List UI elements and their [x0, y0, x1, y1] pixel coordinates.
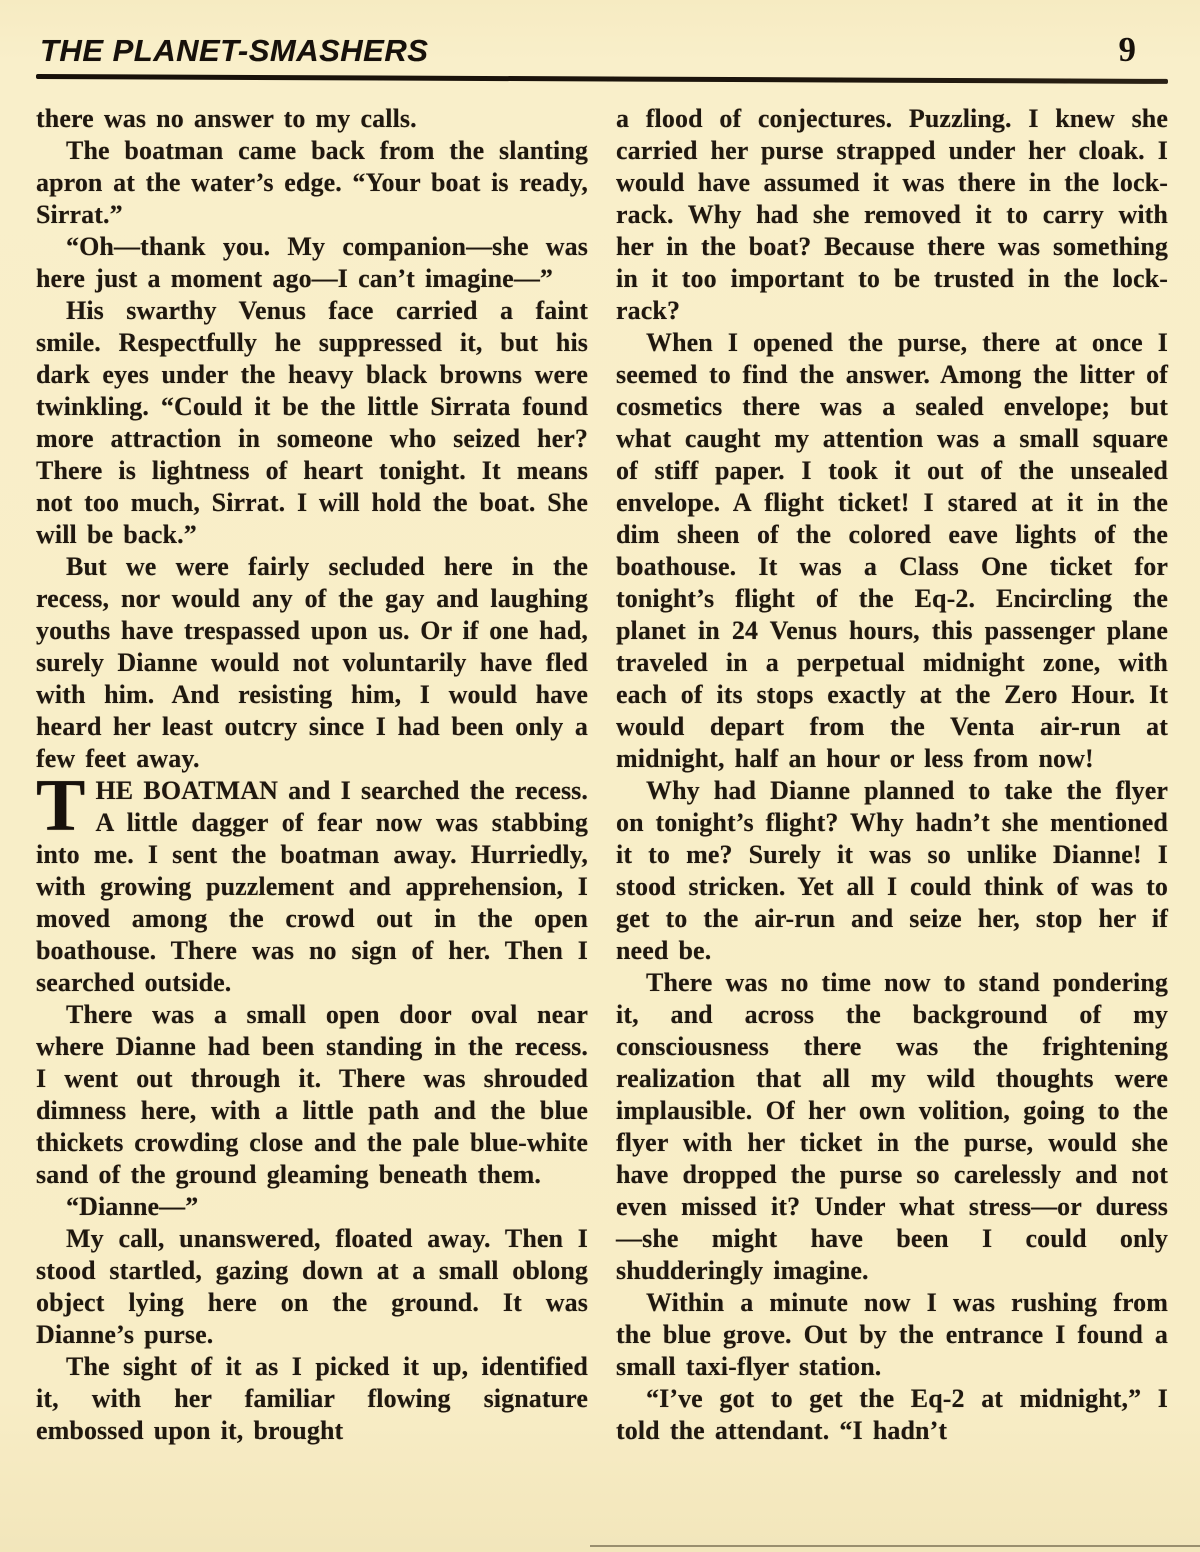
paragraph: THE BOATMAN and I searched the recess. A little dagger of fear now was stabbing into me. I sent the boatman away. Hurriedly, with growing puzzlement and apprehension, I moved among the crowd out in the open boathouse. There was no sign of her. Then I searched outside. [36, 765, 588, 997]
paragraph: Within a minute now I was rushing from the blue grove. Out by the entrance I found a small taxi-flyer station. [616, 1288, 1168, 1381]
paragraph: there was no answer to my calls. [36, 104, 417, 133]
running-title: THE PLANET-SMASHERS [40, 33, 429, 68]
left-column [36, 103, 588, 1447]
paragraph: The sight of it as I picked it up, identified it, with her familiar flowing signature embossed upon it, brought [36, 1352, 588, 1445]
paragraph: My call, unanswered, floated away. Then I stood startled, gazing down at a small oblong object lying here on the ground. It was Dianne’s purse. [36, 1224, 588, 1349]
page-header [36, 24, 1168, 70]
paragraph: “Dianne—” [66, 1192, 199, 1221]
page-bottom-shadow [590, 1545, 1200, 1547]
paragraph: The boatman came back from the slanting apron at the water’s edge. “Your boat is ready, Sirrat.” [36, 136, 588, 229]
paragraph: Why had Dianne planned to take the flyer on tonight’s flight? Why hadn’t she mentioned it to me? Surely it was so unlike Dianne! I stood stricken. Yet all I could think of was to get to the air-run and seize her, stop her if need be. [616, 776, 1168, 965]
right-column [616, 103, 1168, 1447]
paragraph: But we were fairly secluded here in the recess, nor would any of the gay and laughing youths have trespassed upon us. Or if one had, surely Dianne would not voluntarily have fled with him. And resisting him, I would have heard her least outcry since I had been only a few feet away. [36, 552, 588, 773]
paragraph: There was a small open door oval near where Dianne had been standing in the recess. I went out through it. There was shrouded dimness here, with a little path and the blue thickets crowding close and the pale blue-white sand of the ground gleaming beneath them. [36, 1000, 588, 1189]
header-rule [36, 74, 1168, 84]
paragraph: There was no time now to stand pondering it, and across the background of my consciousness there was the frightening realization that all my wild thoughts were implausible. Of her own volition, going to the flyer with her ticket in the purse, would she have dropped the purse so carelessly and not even missed it? Under what stress—or duress—she might have been I could only shudderingly imagine. [616, 968, 1168, 1285]
page-number: 9 [1118, 30, 1136, 69]
paragraph: a flood of conjectures. Puzzling. I knew she carried her purse strapped under her cloak. I would have assumed it was there in the lock-rack. Why had she removed it to carry with her in the boat? Because there was something in it too important to be trusted in the lock-rack? [616, 104, 1168, 325]
story-text [36, 103, 1168, 1447]
drop-cap: T [36, 765, 86, 847]
paragraph: “I’ve got to get the Eq-2 at midnight,” I told the attendant. “I hadn’t [616, 1384, 1168, 1445]
paragraph: “Oh—thank you. My companion—she was here just a moment ago—I can’t imagine—” [36, 232, 588, 293]
paragraph: When I opened the purse, there at once I seemed to find the answer. Among the litter of cosmetics there was a sealed envelope; but what caught my attention was a small square of stiff paper. I took it out of the unsealed envelope. A flight ticket! I stared at it in the dim sheen of the colored eave lights of the boathouse. It was a Class One ticket for tonight’s flight of the Eq-2. Encircling the planet in 24 Venus hours, this passenger plane traveled in a perpetual midnight zone, with each of its stops exactly at the Zero Hour. It would depart from the Venta air-run at midnight, half an hour or less from now! [616, 328, 1168, 773]
paragraph: His swarthy Venus face carried a faint smile. Respectfully he suppressed it, but his dark eyes under the heavy black browns were twinkling. “Could it be the little Sirrata found more attraction in someone who seized her? There is lightness of heart tonight. It means not too much, Sirrat. I will hold the boat. She will be back.” [36, 296, 588, 549]
